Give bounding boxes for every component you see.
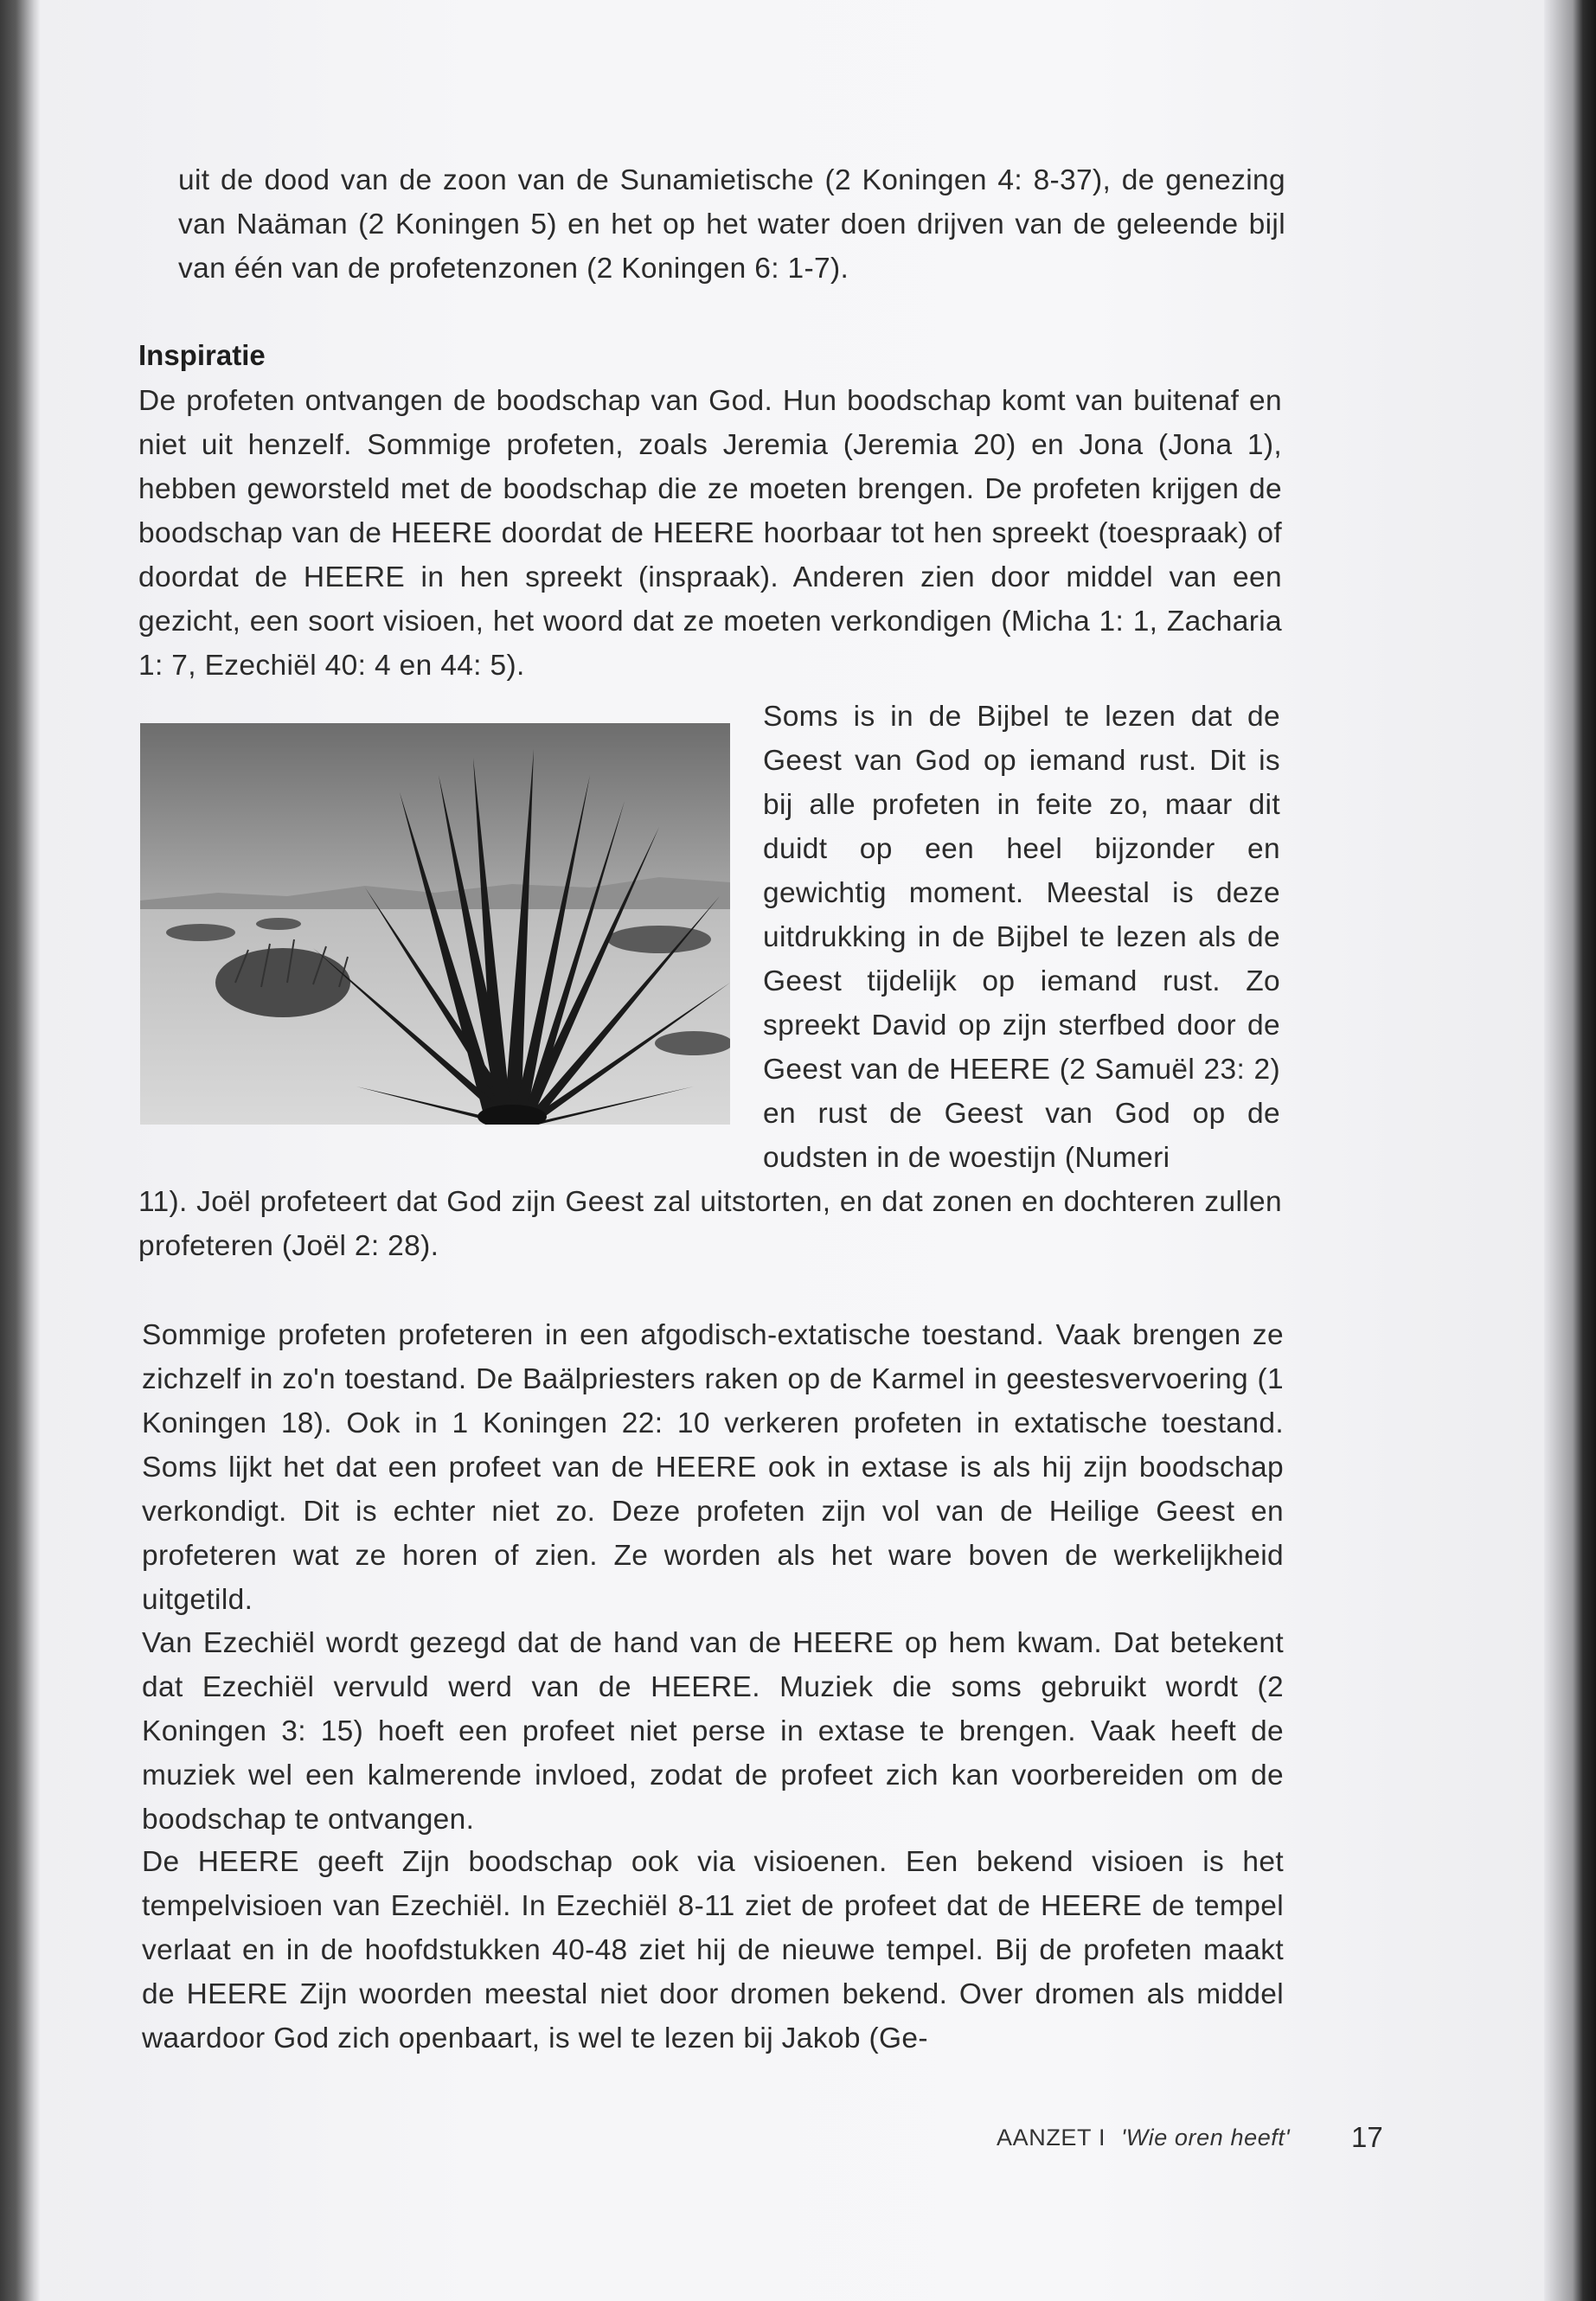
footer-book-title: 'Wie oren heeft' xyxy=(1121,2125,1291,2150)
desert-yucca-photo xyxy=(140,723,730,1125)
section-heading: Inspiratie xyxy=(138,339,266,371)
desert-yucca-image xyxy=(140,723,730,1125)
paragraph-visioenen: De HEERE geeft Zijn boodschap ook via visioenen. Een bekend visioen is het tempelvisioen van Ezechiël. In Ezechiël 8-11 ziet de profeet dat de HEERE de tempel verlaat en in de hoofdstukken 40-48 ziet hij de nieuwe tempel. Bij de profeten maakt de HEERE Zijn woorden meestal niet door dromen bekend. Over dromen als middel waardoor God zich openbaart, is wel te lezen bij Jakob (Ge- xyxy=(142,1846,1284,2054)
page-number: 17 xyxy=(1351,2121,1383,2153)
paragraph-geest: Soms is in de Bijbel te lezen dat de Geest van God op iemand rust. Dit is bij alle profeten in feite zo, maar dit duidt op een heel bijzonder en gewichtig moment. Meestal is deze uitdrukking in de Bijbel te lezen als de Geest tijdelijk op iemand rust. Zo spreekt David op zijn sterfbed door de Geest van de HEERE (2 Samuël 23: 2) en rust de Geest van God op de oudsten in de woestijn (Numeri xyxy=(763,701,1280,1174)
footer-series: AANZET xyxy=(997,2125,1093,2150)
paragraph-ezechiel: Van Ezechiël wordt gezegd dat de hand van de HEERE op hem kwam. Dat betekent dat Ezechiël vervuld werd van de HEERE. Muziek die soms gebruikt wordt (2 Koningen 3: 15) hoeft een profeet niet perse in extase te brengen. Vaak heeft de muziek wel een kalmerende invloed, zodat de profeet zich kan voorbereiden om de boodschap te ontvangen. xyxy=(142,1627,1284,1836)
scan-edge-right xyxy=(1544,0,1596,2301)
scan-edge-left xyxy=(0,0,40,2301)
footer-separator: I xyxy=(1099,2125,1106,2150)
paragraph-joel: 11). Joël profeteert dat God zijn Geest zal uitstorten, en dat zonen en dochteren zullen profeteren (Joël 2: 28). xyxy=(138,1186,1282,1262)
paragraph-inspiratie: De profeten ontvangen de boodschap van God. Hun boodschap komt van buitenaf en niet uit henzelf. Sommige profeten, zoals Jeremia (Jeremia 20) en Jona (Jona 1), hebben geworsteld met de boodschap die ze moeten brengen. De profeten krijgen de boodschap van de HEERE doordat de HEERE hoorbaar tot hen spreekt (toespraak) of doordat de HEERE in hen spreekt (inspraak). Anderen zien door middel van een gezicht, een soort visioen, het woord dat ze moeten verkondigen (Micha 1: 1, Zacharia 1: 7, Ezechiël 40: 4 en 44: 5). xyxy=(138,385,1282,682)
intro-paragraph: uit de dood van de zoon van de Sunamietische (2 Koningen 4: 8-37), de genezing van Naäman (2 Koningen 5) en het op het water doen drijven van de geleende bijl van één van de profetenzonen (2 Koningen 6: 1-7). xyxy=(178,164,1285,285)
paragraph-extase: Sommige profeten profeteren in een afgodisch-extatische toestand. Vaak brengen ze zichzelf in zo'n toestand. De Baälpriesters raken op de Karmel in geestesvervoering (1 Koningen 18). Ook in 1 Koningen 22: 10 verkeren profeten in extatische toestand. Soms lijkt het dat een profeet van de HEERE ook in extase is als hij zijn boodschap verkondigt. Dit is echter niet zo. Deze profeten zijn vol van de Heilige Geest en profeteren wat ze horen of zien. Ze worden als het ware boven de werkelijkheid uitgetild. xyxy=(142,1319,1284,1616)
